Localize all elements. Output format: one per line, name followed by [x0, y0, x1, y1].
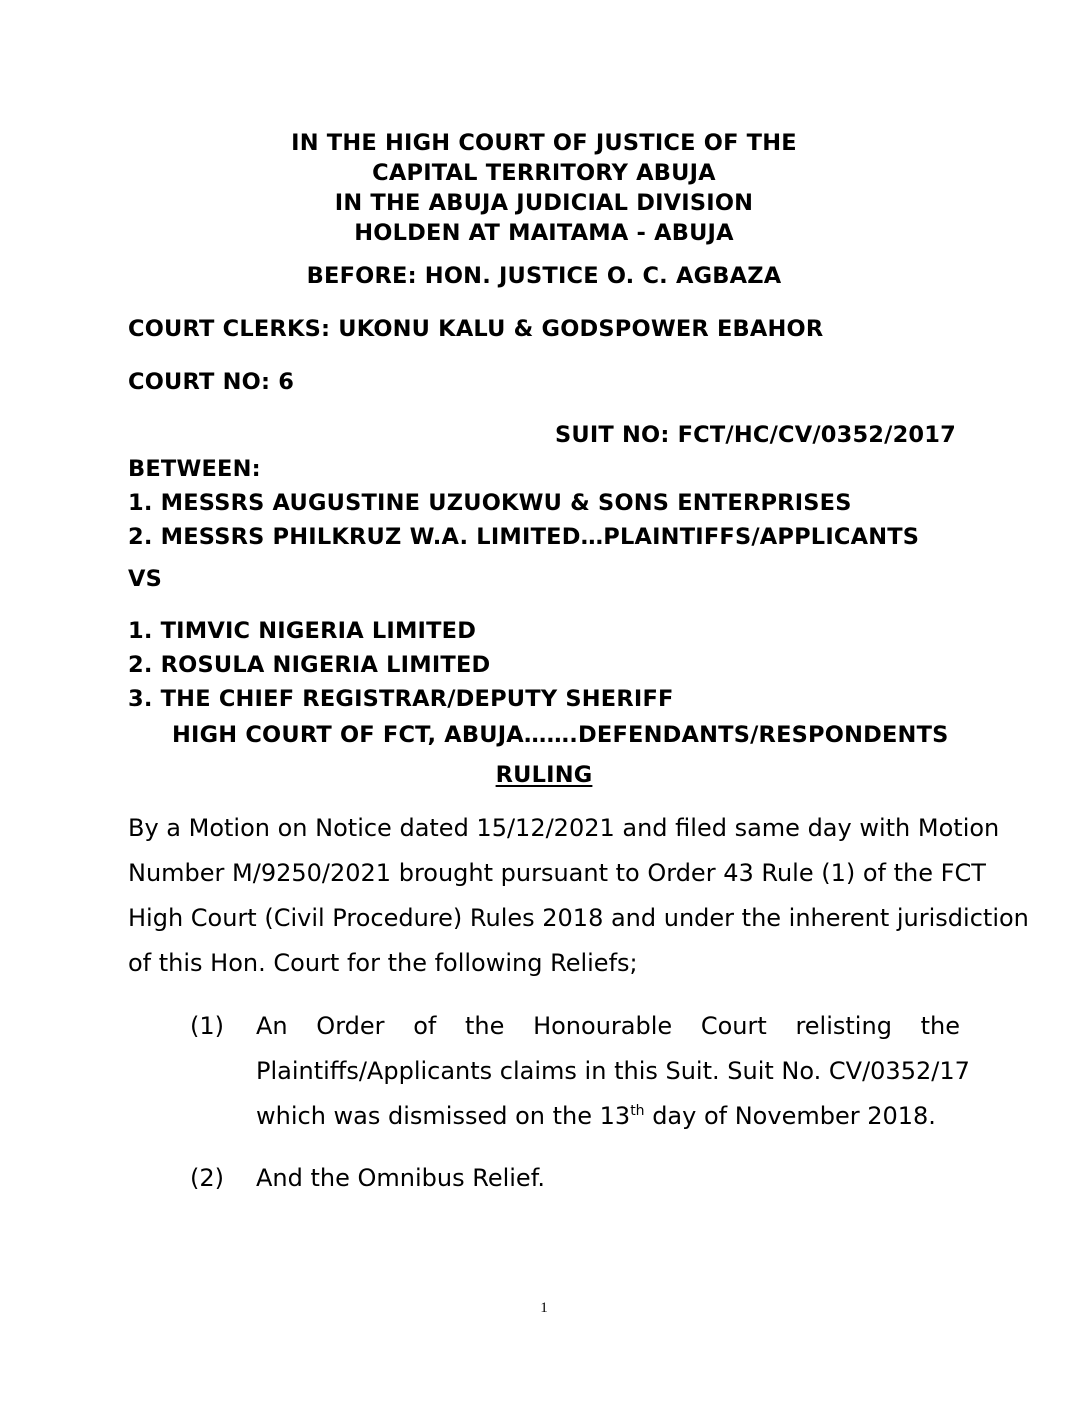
ruling-title: RULING [495, 762, 593, 788]
paragraph-line: By a Motion on Notice dated 15/12/2021 and filed same day with Motion [128, 814, 1000, 842]
court-header-line-3: IN THE ABUJA JUDICIAL DIVISION [334, 190, 754, 216]
between-label: BETWEEN: [128, 456, 261, 482]
ordinal-superscript: th [630, 1103, 645, 1119]
court-number: COURT NO: 6 [128, 369, 295, 395]
ruling-title-wrap [0, 762, 1088, 788]
relief-text: day of November 2018. [644, 1102, 936, 1130]
court-clerks: COURT CLERKS: UKONU KALU & GODSPOWER EBAHOR [128, 316, 824, 342]
plaintiff-2: 2. MESSRS PHILKRUZ W.A. LIMITED…PLAINTIFFS/APPLICANTS [128, 524, 920, 550]
relief-number: (1) [190, 1012, 224, 1040]
relief-line [256, 1102, 936, 1130]
court-header-line-2: CAPITAL TERRITORY ABUJA [372, 160, 716, 186]
relief-line: Plaintiffs/Applicants claims in this Suit. Suit No. CV/0352/17 [256, 1057, 970, 1085]
defendant-1: 1. TIMVIC NIGERIA LIMITED [128, 618, 477, 644]
paragraph-line: High Court (Civil Procedure) Rules 2018 and under the inherent jurisdiction [128, 904, 1029, 932]
plaintiff-1: 1. MESSRS AUGUSTINE UZUOKWU & SONS ENTERPRISES [128, 490, 852, 516]
relief-number: (2) [190, 1164, 224, 1192]
paragraph-line: Number M/9250/2021 brought pursuant to Order 43 Rule (1) of the FCT [128, 859, 986, 887]
judge-line: BEFORE: HON. JUSTICE O. C. AGBAZA [306, 263, 782, 289]
relief-line: And the Omnibus Relief. [256, 1164, 546, 1192]
paragraph-line: of this Hon. Court for the following Reliefs; [128, 949, 638, 977]
court-header-line-1: IN THE HIGH COURT OF JUSTICE OF THE [291, 130, 797, 156]
court-header-line-4: HOLDEN AT MAITAMA - ABUJA [354, 220, 734, 246]
versus-label: VS [128, 566, 163, 592]
relief-line: An Order of the Honourable Court relisting the [256, 1012, 960, 1040]
defendant-3: 3. THE CHIEF REGISTRAR/DEPUTY SHERIFF [128, 686, 674, 712]
suit-number: SUIT NO: FCT/HC/CV/0352/2017 [554, 422, 956, 448]
defendant-2: 2. ROSULA NIGERIA LIMITED [128, 652, 491, 678]
page-number: 1 [540, 1300, 548, 1316]
defendant-3-continued: HIGH COURT OF FCT, ABUJA…….DEFENDANTS/RESPONDENTS [172, 722, 949, 748]
relief-text: which was dismissed on the 13 [256, 1102, 631, 1130]
